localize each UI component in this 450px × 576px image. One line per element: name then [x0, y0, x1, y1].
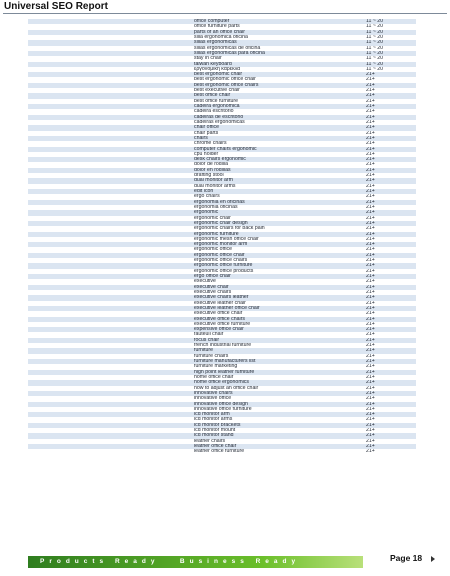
keyword-cell: expensive office chair — [28, 327, 366, 332]
keyword-cell: best ergonomic office chairs — [28, 83, 366, 88]
keyword-cell: εργονομικη καρεκλα — [28, 67, 366, 72]
volume-cell: 21+ — [366, 306, 416, 311]
keyword-table — [28, 19, 416, 455]
volume-cell: 21+ — [366, 263, 416, 268]
volume-cell: 21+ — [366, 178, 416, 183]
keyword-cell: sillas ergonomicas — [28, 40, 366, 45]
volume-cell: 21+ — [366, 242, 416, 247]
volume-cell: 21+ — [366, 354, 416, 359]
keyword-cell: desk chairs ergonomic — [28, 157, 366, 162]
keyword-cell: ergonomic office chairs — [28, 258, 366, 263]
keyword-cell: furniture marketing — [28, 364, 366, 369]
volume-cell: 21+ — [366, 194, 416, 199]
keyword-cell: leather office chair — [28, 444, 366, 449]
header-divider — [3, 13, 447, 14]
volume-cell: 21+ — [366, 205, 416, 210]
keyword-cell: best ergonomic office chair — [28, 77, 366, 82]
volume-cell: 21+ — [366, 311, 416, 316]
keyword-cell: sillas ergonomicas de oficina — [28, 46, 366, 51]
keyword-cell: executive chairs leather — [28, 295, 366, 300]
keyword-cell: leather office furniture — [28, 449, 366, 454]
keyword-cell: taiwan keyboard — [28, 62, 366, 67]
keyword-cell: ergonomic chair — [28, 216, 366, 221]
keyword-cell: ergo chairs — [28, 194, 366, 199]
keyword-cell: best office chair — [28, 93, 366, 98]
volume-cell: 21+ — [366, 253, 416, 258]
keyword-cell: lcd monitor arms — [28, 417, 366, 422]
volume-cell: 21+ — [366, 125, 416, 130]
volume-cell: 21+ — [366, 88, 416, 93]
keyword-cell: cadeiras de escritorio — [28, 115, 366, 120]
keyword-cell: dolor de rodilla — [28, 162, 366, 167]
keyword-cell: innovative office — [28, 396, 366, 401]
volume-cell: 21+ — [366, 428, 416, 433]
keyword-cell: chair office — [28, 125, 366, 130]
keyword-cell: cadeira escritorio — [28, 109, 366, 114]
volume-cell: 21+ — [366, 120, 416, 125]
keyword-cell: executive leather chair — [28, 301, 366, 306]
keyword-cell: furniture chairs — [28, 354, 366, 359]
volume-cell: 21+ — [366, 391, 416, 396]
keyword-cell: office furniture parts — [28, 24, 366, 29]
footer-banner — [28, 556, 363, 568]
volume-cell: 21+ — [366, 157, 416, 162]
keyword-cell: leather chairs — [28, 439, 366, 444]
volume-cell: 21+ — [366, 162, 416, 167]
volume-cell: 21+ — [366, 136, 416, 141]
keyword-cell: dual monitor arm — [28, 178, 366, 183]
keyword-cell: ergonomic chair design — [28, 221, 366, 226]
volume-cell: 21+ — [366, 279, 416, 284]
keyword-cell: high point leather furniture — [28, 370, 366, 375]
volume-cell: 11 ~ 20 — [366, 56, 416, 61]
volume-cell: 21+ — [366, 147, 416, 152]
keyword-cell: ergonomia oficinas — [28, 205, 366, 210]
keyword-cell: executive chairs — [28, 290, 366, 295]
keyword-cell: office computer — [28, 19, 366, 24]
keyword-cell: dolor en rodillas — [28, 168, 366, 173]
keyword-cell: ergo office chair — [28, 274, 366, 279]
volume-cell: 21+ — [366, 221, 416, 226]
volume-cell: 21+ — [366, 258, 416, 263]
keyword-cell: edit icon — [28, 189, 366, 194]
volume-cell: 21+ — [366, 412, 416, 417]
volume-cell: 21+ — [366, 152, 416, 157]
keyword-cell: parts of an office chair — [28, 30, 366, 35]
report-title: Universal SEO Report — [4, 1, 108, 12]
volume-cell: 21+ — [366, 83, 416, 88]
keyword-cell: ergonomic office products — [28, 269, 366, 274]
keyword-cell: lcd monitor brackets — [28, 423, 366, 428]
volume-cell: 21+ — [366, 173, 416, 178]
keyword-cell: best executive chair — [28, 88, 366, 93]
keyword-cell: ergonomic office — [28, 247, 366, 252]
volume-cell: 21+ — [366, 274, 416, 279]
volume-cell: 21+ — [366, 295, 416, 300]
keyword-cell: lcd monitor mount — [28, 428, 366, 433]
keyword-cell: furniture — [28, 348, 366, 353]
volume-cell: 11 ~ 20 — [366, 40, 416, 45]
volume-cell: 21+ — [366, 380, 416, 385]
keyword-cell: lcd monitor stand — [28, 433, 366, 438]
keyword-cell: executive — [28, 279, 366, 284]
keyword-cell: chairs — [28, 136, 366, 141]
volume-cell: 21+ — [366, 423, 416, 428]
volume-cell: 21+ — [366, 364, 416, 369]
table-row — [28, 449, 416, 454]
volume-cell: 21+ — [366, 433, 416, 438]
volume-cell: 21+ — [366, 375, 416, 380]
volume-cell: 11 ~ 20 — [366, 46, 416, 51]
keyword-cell: chrome chairs — [28, 141, 366, 146]
page-number: Page 18 — [390, 553, 423, 563]
keyword-cell: drafting stool — [28, 173, 366, 178]
keyword-cell: home office ergonomics — [28, 380, 366, 385]
volume-cell: 11 ~ 20 — [366, 51, 416, 56]
keyword-cell: cadeiras ergonomicas — [28, 120, 366, 125]
keyword-cell: executive leather office chair — [28, 306, 366, 311]
volume-cell: 21+ — [366, 370, 416, 375]
volume-cell: 21+ — [366, 285, 416, 290]
volume-cell: 21+ — [366, 269, 416, 274]
keyword-cell: ergonomic chairs for back pain — [28, 226, 366, 231]
volume-cell: 21+ — [366, 189, 416, 194]
keyword-cell: stay in chair — [28, 56, 366, 61]
keyword-cell: executive office furniture — [28, 322, 366, 327]
keyword-cell: home office chair — [28, 375, 366, 380]
keyword-cell: dual monitor arms — [28, 184, 366, 189]
volume-cell: 21+ — [366, 359, 416, 364]
volume-cell: 21+ — [366, 104, 416, 109]
volume-cell: 21+ — [366, 327, 416, 332]
volume-cell: 11 ~ 20 — [366, 62, 416, 67]
volume-cell: 21+ — [366, 232, 416, 237]
volume-cell: 21+ — [366, 200, 416, 205]
keyword-cell: ergonomic — [28, 210, 366, 215]
volume-cell: 21+ — [366, 417, 416, 422]
keyword-cell: ergonomic mesh office chair — [28, 237, 366, 242]
triangle-right-icon — [431, 556, 435, 562]
keyword-cell: french industrial furniture — [28, 343, 366, 348]
keyword-cell: how to adjust an office chair — [28, 386, 366, 391]
volume-cell: 21+ — [366, 109, 416, 114]
volume-cell: 21+ — [366, 444, 416, 449]
keyword-cell: innovative office furniture — [28, 407, 366, 412]
volume-cell: 21+ — [366, 386, 416, 391]
volume-cell: 21+ — [366, 407, 416, 412]
volume-cell: 21+ — [366, 210, 416, 215]
keyword-cell: fauteuil chair — [28, 332, 366, 337]
keyword-cell: sillas ergonomicas para oficina — [28, 51, 366, 56]
keyword-cell: ergonomic office furniture — [28, 263, 366, 268]
volume-cell: 21+ — [366, 332, 416, 337]
keyword-cell: chair parts — [28, 131, 366, 136]
volume-cell: 11 ~ 20 — [366, 35, 416, 40]
keyword-cell: ergonomic monitor arm — [28, 242, 366, 247]
volume-cell: 21+ — [366, 301, 416, 306]
volume-cell: 21+ — [366, 317, 416, 322]
volume-cell: 11 ~ 20 — [366, 19, 416, 24]
volume-cell: 21+ — [366, 237, 416, 242]
volume-cell: 21+ — [366, 449, 416, 454]
volume-cell: 21+ — [366, 338, 416, 343]
volume-cell: 21+ — [366, 247, 416, 252]
volume-cell: 11 ~ 20 — [366, 30, 416, 35]
keyword-cell: computer chairs ergonomic — [28, 147, 366, 152]
keyword-cell: executive chair — [28, 285, 366, 290]
keyword-cell: executive office chairs — [28, 317, 366, 322]
keyword-cell: lcd monitor arm — [28, 412, 366, 417]
keyword-cell: ergonomic furniture — [28, 232, 366, 237]
volume-cell: 21+ — [366, 396, 416, 401]
volume-cell: 11 ~ 20 — [366, 24, 416, 29]
volume-cell: 21+ — [366, 77, 416, 82]
volume-cell: 21+ — [366, 216, 416, 221]
keyword-cell: innovative office design — [28, 402, 366, 407]
keyword-cell: focus chair — [28, 338, 366, 343]
keyword-cell: furniture manufacturers list — [28, 359, 366, 364]
volume-cell: 21+ — [366, 184, 416, 189]
report-header — [0, 0, 450, 16]
volume-cell: 21+ — [366, 131, 416, 136]
keyword-cell: innovative chairs — [28, 391, 366, 396]
volume-cell: 21+ — [366, 322, 416, 327]
volume-cell: 21+ — [366, 72, 416, 77]
volume-cell: 21+ — [366, 402, 416, 407]
keyword-cell: cadeira ergonomica — [28, 104, 366, 109]
volume-cell: 11 ~ 20 — [366, 67, 416, 72]
volume-cell: 21+ — [366, 168, 416, 173]
footer-tagline: Products Ready Business Ready — [40, 558, 301, 565]
keyword-cell: executive office chair — [28, 311, 366, 316]
keyword-cell: ergonomia en oficinas — [28, 200, 366, 205]
keyword-cell: best ergonomic chair — [28, 72, 366, 77]
volume-cell: 21+ — [366, 93, 416, 98]
volume-cell: 21+ — [366, 115, 416, 120]
volume-cell: 21+ — [366, 290, 416, 295]
keyword-cell: cpu holder — [28, 152, 366, 157]
keyword-cell: silla ergonomica oficina — [28, 35, 366, 40]
volume-cell: 21+ — [366, 348, 416, 353]
volume-cell: 21+ — [366, 343, 416, 348]
keyword-cell: best office furniture — [28, 99, 366, 104]
volume-cell: 21+ — [366, 99, 416, 104]
volume-cell: 21+ — [366, 226, 416, 231]
keyword-cell: ergonomic office chair — [28, 253, 366, 258]
volume-cell: 21+ — [366, 141, 416, 146]
volume-cell: 21+ — [366, 439, 416, 444]
